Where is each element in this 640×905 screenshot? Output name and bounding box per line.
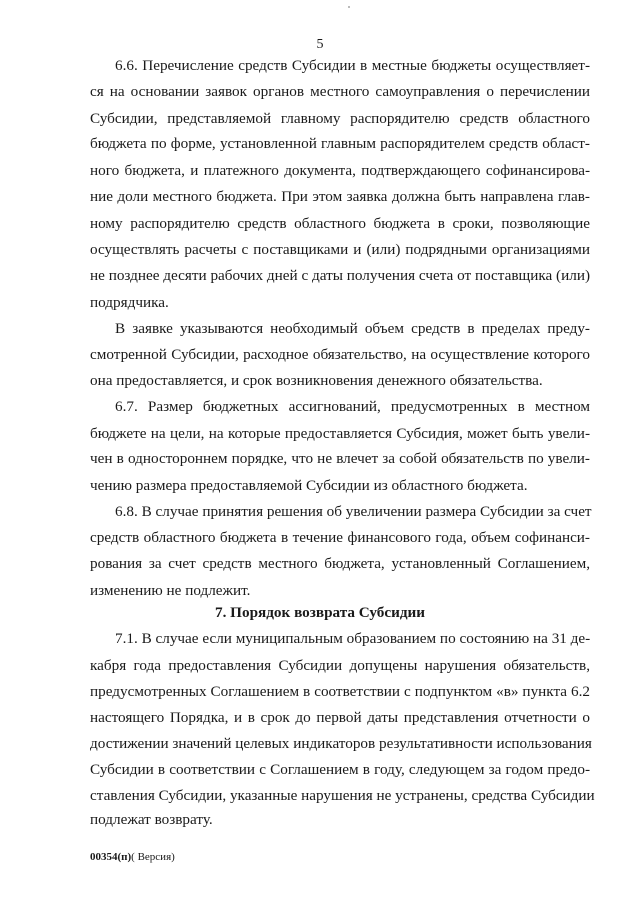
paragraph-line: смотренной Субсидии, расходное обязательство, на осуществление которого: [90, 346, 590, 363]
paragraph-line: рования за счет средств местного бюджета, установленный Соглашением,: [90, 555, 590, 572]
paragraph-line: ние доли местного бюджета. При этом заявка должна быть направлена глав-: [90, 188, 590, 205]
paragraph-line: Субсидии в соответствии с Соглашением в году, следующем за годом предо-: [90, 761, 590, 778]
paragraph-line: В заявке указываются необходимый объем средств в пределах преду-: [115, 320, 590, 337]
paragraph-line: настоящего Порядка, и в срок до первой даты представления отчетности о: [90, 709, 590, 726]
paragraph-line: 6.7. Размер бюджетных ассигнований, предусмотренных в местном: [115, 398, 590, 415]
paragraph-line: подрядчика.: [90, 294, 169, 311]
document-version: ( Версия): [131, 851, 175, 863]
paragraph-line: она предоставляется, и срок возникновения денежного обязательства.: [90, 372, 543, 389]
paragraph-line: чен в одностороннем порядке, что не влечет за собой обязательств по увели-: [90, 450, 590, 467]
paragraph-line: чению размера предоставляемой Субсидии из областного бюджета.: [90, 477, 528, 494]
paragraph-line: бюджета по форме, установленной главным распорядителем средств област-: [90, 135, 590, 152]
paragraph-line: 6.8. В случае принятия решения об увеличении размера Субсидии за счет: [115, 503, 592, 520]
paragraph-line: кабря года предоставления Субсидии допущены нарушения обязательств,: [90, 657, 590, 674]
scan-artifact: [348, 6, 350, 8]
paragraph-line: 6.6. Перечисление средств Субсидии в местные бюджеты осуществляет-: [115, 57, 590, 74]
document-code: 00354(п): [90, 851, 132, 863]
paragraph-line: ного бюджета, и платежного документа, подтверждающего софинансирова-: [90, 162, 590, 179]
paragraph-line: не позднее десяти рабочих дней с даты получения счета от поставщика (или): [90, 267, 590, 284]
paragraph-line: 7.1. В случае если муниципальным образованием по состоянию на 31 де-: [115, 630, 591, 647]
paragraph-line: Субсидии, представляемой главному распорядителю средств областного: [90, 110, 590, 127]
paragraph-line: средств областного бюджета в течение финансового года, объем софинанси-: [90, 529, 590, 546]
section-heading: 7. Порядок возврата Субсидии: [214, 604, 425, 621]
paragraph-line: осуществлять расчеты с поставщиками и (или) подрядными организациями: [90, 241, 590, 258]
paragraph-line: достижении значений целевых индикаторов результативности использования: [90, 735, 592, 752]
paragraph-line: предусмотренных Соглашением в соответствии с подпунктом «в» пункта 6.2: [90, 683, 590, 700]
paragraph-line: подлежат возврату.: [90, 811, 213, 828]
paragraph-line: ставления Субсидии, указанные нарушения не устранены, средства Субсидии: [90, 787, 595, 804]
page-number: 5: [316, 37, 324, 52]
paragraph-line: бюджете на цели, на которые предоставляется Субсидия, может быть увели-: [90, 425, 590, 442]
paragraph-line: ному распорядителю средств областного бюджета в сроки, позволяющие: [90, 215, 590, 232]
paragraph-line: ся на основании заявок органов местного самоуправления о перечислении: [90, 83, 590, 100]
paragraph-line: изменению не подлежит.: [90, 582, 251, 599]
document-footer: [90, 851, 175, 863]
